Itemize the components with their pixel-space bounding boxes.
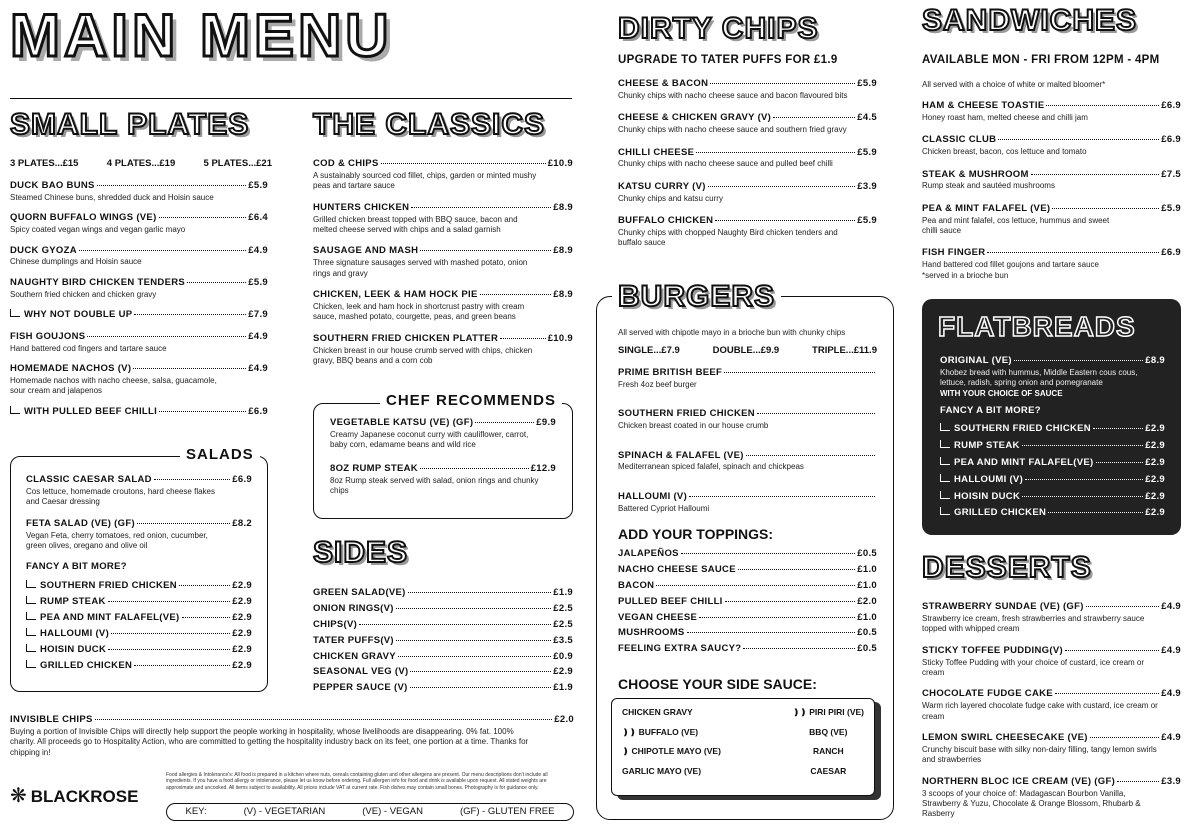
dirty-chips-item: CHILLI CHEESE £5.9 Chunky chips with nacho cheese sauce and pulled beef chilli xyxy=(618,146,877,169)
salad-item: FETA SALAD (VE) (GF) £8.2 Vegan Feta, cherry tomatoes, red onion, cucumber, green olives, oregano and olive oil xyxy=(26,517,252,550)
topping-item: VEGAN CHEESE £1.0 xyxy=(618,611,877,623)
small-plate-item: WHY NOT DOUBLE UP £7.9 xyxy=(10,309,268,321)
classic-item: COD & CHIPS £10.9 A sustainably sourced cod fillet, chips, garden or minted mushy peas and tartare sauce xyxy=(313,158,573,191)
small-plate-item: DUCK BAO BUNS £5.9 Steamed Chinese buns, shredded duck and Hoisin sauce xyxy=(10,180,268,202)
indent-icon xyxy=(940,507,950,515)
chilli-icon: ❫ xyxy=(622,746,632,757)
topping-item: JALAPEÑOS £0.5 xyxy=(618,548,877,559)
allergen-notice: Food allergies & Intolerance's: All food is prepared in a kitchen where nuts, cereals containing gluten and other allergens are present. Our menu descriptions don't include all ingredients. If you have a food allergy or intolerance, please let us know before ordering. Full allergen info for food and drink is available upon request. All stated weights are approximate and uncooked. All items subject to availability. All prices include VAT at current rate. Fish dishes may contain small bones. Photography is for guidance only. xyxy=(166,772,548,791)
chef-title: CHEF RECOMMENDS xyxy=(380,392,562,411)
salad-addon: SOUTHERN FRIED CHICKEN £2.9 xyxy=(26,580,252,592)
desserts-list xyxy=(922,601,1181,830)
side-item: CHICKEN GRAVY £0.9 xyxy=(313,650,573,662)
brand-logo: ❋ BLACKROSE xyxy=(10,785,139,807)
indent-icon xyxy=(940,423,950,431)
flatbread-addon: RUMP STEAK £2.9 xyxy=(940,440,1165,452)
indent-icon xyxy=(940,457,950,465)
flatbread-addon: GRILLED CHICKEN £2.9 xyxy=(940,507,1165,519)
sandwich-item: HAM & CHEESE TOASTIE £6.9 Honey roast ham, melted cheese and chilli jam xyxy=(922,100,1181,122)
indent-icon xyxy=(26,580,36,588)
burger-item: SPINACH & FALAFEL (VE) Mediterranean spiced falafel, spinach and chickpeas xyxy=(618,450,877,473)
sandwich-note: All served with a choice of white or malted bloomer* xyxy=(922,80,1106,89)
flatbread-addon: HOISIN DUCK £2.9 xyxy=(940,491,1165,503)
burger-item: PRIME BRITISH BEEF Fresh 4oz beef burger xyxy=(618,367,877,390)
sides-list xyxy=(313,587,573,698)
small-plate-item: QUORN BUFFALO WINGS (VE) £6.4 Spicy coated vegan wings and vegan garlic mayo xyxy=(10,212,268,235)
sauce-box xyxy=(611,698,875,796)
dessert-item: STICKY TOFFEE PUDDING(V) £4.9 Sticky Toffee Pudding with your choice of custard, ice cream or cream xyxy=(922,644,1181,677)
dessert-item: STRAWBERRY SUNDAE (VE) (GF) £4.9 Strawberry ice cream, fresh strawberries and strawberry sauce topped with whipped cream xyxy=(922,601,1181,634)
dirty-chips-title: DIRTY CHIPS xyxy=(618,12,819,45)
sauce-option: BBQ (VE) xyxy=(809,726,848,737)
classics-list xyxy=(313,158,573,376)
salad-addon: HOISIN DUCK £2.9 xyxy=(26,644,252,656)
side-item: SEASONAL VEG (V) £2.9 xyxy=(313,666,573,678)
salad-addon: HALLOUMI (V) £2.9 xyxy=(26,628,252,640)
flatbread-addon: SOUTHERN FRIED CHICKEN £2.9 xyxy=(940,423,1165,435)
side-item: CHIPS(V) £2.5 xyxy=(313,618,573,630)
side-item: GREEN SALAD(VE) £1.9 xyxy=(313,587,573,598)
indent-icon xyxy=(10,309,20,317)
sides-title: SIDES xyxy=(313,536,409,569)
indent-icon xyxy=(26,644,36,652)
topping-item: MUSHROOMS £0.5 xyxy=(618,627,877,639)
salad-extra-label: FANCY A BIT MORE? xyxy=(26,561,127,573)
chilli-icon: ❫❫ xyxy=(792,707,810,717)
salad-addon: GRILLED CHICKEN £2.9 xyxy=(26,660,252,672)
burger-item: SOUTHERN FRIED CHICKEN Chicken breast coated in our house crumb xyxy=(618,408,877,431)
salad-addon: PEA AND MINT FALAFEL(VE) £2.9 xyxy=(26,612,252,624)
topping-item: BACON £1.0 xyxy=(618,579,877,591)
flatbread-addon: HALLOUMI (V) £2.9 xyxy=(940,474,1165,486)
topping-item: FEELING EXTRA SAUCY? £0.5 xyxy=(618,643,877,655)
flatbreads-title: FLATBREADS xyxy=(938,311,1136,342)
salad-addon: RUMP STEAK £2.9 xyxy=(26,596,252,608)
indent-icon xyxy=(940,440,950,448)
salad-item: CLASSIC CAESAR SALAD £6.9 Cos lettuce, homemade croutons, hard cheese flakes and Caesar dressing xyxy=(26,474,252,507)
sandwich-item: PEA & MINT FALAFEL (VE) £5.9 Pea and mint falafel, cos lettuce, hummus and sweet chilli sauce xyxy=(922,202,1181,236)
classic-item: CHICKEN, LEEK & HAM HOCK PIE £8.9 Chicken, leek and ham hock in shortcrust pastry with cream sauce, mashed potato, courgette, peas, and green beans xyxy=(313,288,573,322)
indent-icon xyxy=(26,660,36,668)
flatbread-addon: PEA AND MINT FALAFEL(VE) £2.9 xyxy=(940,457,1165,469)
desserts-title: DESSERTS xyxy=(922,551,1092,584)
plates-offer: 3 PLATES...£15 4 PLATES...£19 5 PLATES...£21 xyxy=(10,158,272,169)
indent-icon xyxy=(26,628,36,636)
side-item: ONION RINGS(V) £2.5 xyxy=(313,602,573,614)
classic-item: HUNTERS CHICKEN £8.9 Grilled chicken breast topped with BBQ sauce, bacon and melted cheese served with chips and a salad garnish xyxy=(313,201,573,234)
dirty-chips-item: KATSU CURRY (V) £3.9 Chunky chips and katsu curry xyxy=(618,180,877,203)
sauce-option: GARLIC MAYO (VE) xyxy=(622,765,702,776)
sauce-option: BUFFALO (VE) xyxy=(638,726,699,737)
burger-item: HALLOUMI (V) Battered Cypriot Halloumi xyxy=(618,491,877,514)
indent-icon xyxy=(10,406,20,414)
sauce-option: CAESAR xyxy=(810,765,847,776)
flatbread-original: ORIGINAL (VE) £8.9 Khobez bread with hummus, Middle Eastern cous cous, lettuce, radish, spring onion and pomegranate WITH YOUR CHOICE OF SAUCE FANCY A BIT MORE? xyxy=(940,355,1165,416)
sandwiches-list xyxy=(922,100,1181,292)
side-item: TATER PUFFS(V) £3.5 xyxy=(313,634,573,646)
sauce-title: CHOOSE YOUR SIDE SAUCE: xyxy=(618,676,817,692)
toppings-title: ADD YOUR TOPPINGS: xyxy=(618,526,774,542)
topping-item: PULLED BEEF CHILLI £2.0 xyxy=(618,595,877,607)
dessert-item: LEMON SWIRL CHEESECAKE (VE) £4.9 Crunchy biscuit base with silky non-dairy filling, tangy lemon swirls and strawberries xyxy=(922,731,1181,765)
indent-icon xyxy=(26,596,36,604)
sandwich-availability: AVAILABLE MON - FRI FROM 12PM - 4PM xyxy=(922,54,1160,66)
classic-item: SAUSAGE AND MASH £8.9 Three signature sausages served with mashed potato, onion rings and gravy xyxy=(313,245,573,278)
sandwich-item: STEAK & MUSHROOM £7.5 Rump steak and sautéed mushrooms xyxy=(922,168,1181,191)
small-plates-list xyxy=(10,180,268,428)
side-item: PEPPER SAUCE (V) £1.9 xyxy=(313,682,573,694)
flatbread-addons xyxy=(940,423,1165,524)
small-plate-item: DUCK GYOZA £4.9 Chinese dumplings and Hoisin sauce xyxy=(10,244,268,267)
salads-list xyxy=(26,474,252,675)
main-menu-title: MAIN MENU xyxy=(10,2,393,69)
small-plate-item: FISH GOUJONS £4.9 Hand battered cod fingers and tartare sauce xyxy=(10,330,268,353)
upgrade-note: UPGRADE TO TATER PUFFS FOR £1.9 xyxy=(618,54,838,66)
dirty-chips-item: CHEESE & CHICKEN GRAVY (V) £4.5 Chunky chips with nacho cheese sauce and southern fried gravy xyxy=(618,112,877,135)
invisible-chips: INVISIBLE CHIPS £2.0 Buying a portion of Invisible Chips will directly help support the people working in hospitality, whose livelihoods are disappearing. 0% fat. 100% charity. All proceeds go to Hospitality Action, who are committed to getting the hospitality industry back on its feet, one portion at a time. Thanks for chipping in! xyxy=(10,714,574,757)
toppings-list xyxy=(618,548,877,659)
burgers-list xyxy=(618,367,877,532)
sandwiches-title: SANDWICHES xyxy=(922,4,1138,37)
classics-title: THE CLASSICS xyxy=(313,108,546,141)
topping-item: NACHO CHEESE SAUCE £1.0 xyxy=(618,563,877,575)
indent-icon xyxy=(940,474,950,482)
divider xyxy=(10,98,572,99)
classic-item: SOUTHERN FRIED CHICKEN PLATTER £10.9 Chicken breast in our house crumb served with chips, chicken gravy, BBQ beans and a corn cob xyxy=(313,332,573,365)
small-plate-item: HOMEMADE NACHOS (V) £4.9 Homemade nachos with nacho cheese, salsa, guacamole, sour cream and jalapenos xyxy=(10,363,268,396)
indent-icon xyxy=(26,612,36,620)
dirty-chips-item: CHEESE & BACON £5.9 Chunky chips with nacho cheese sauce and bacon flavoured bits xyxy=(618,78,877,100)
small-plate-item: NAUGHTY BIRD CHICKEN TENDERS £5.9 Southern fried chicken and chicken gravy xyxy=(10,276,268,299)
chef-list xyxy=(330,417,556,508)
chef-item: 8OZ RUMP STEAK £12.9 8oz Rump steak served with salad, onion rings and chunky chips xyxy=(330,462,556,495)
burgers-title: BURGERS xyxy=(612,282,781,312)
indent-icon xyxy=(940,491,950,499)
sauce-option: RANCH xyxy=(812,746,844,757)
sauce-option: CHICKEN GRAVY xyxy=(622,707,693,717)
small-plate-item: WITH PULLED BEEF CHILLI £6.9 xyxy=(10,406,268,418)
small-plates-title: SMALL PLATES xyxy=(10,108,250,141)
sandwich-item: FISH FINGER £6.9 Hand battered cod fillet goujons and tartare sauce *served in a brioche bun xyxy=(922,247,1181,280)
chef-item: VEGETABLE KATSU (VE) (GF) £9.9 Creamy Japanese coconut curry with cauliflower, carrot, baby corn, edamame beans and wild rice xyxy=(330,417,556,450)
chilli-icon: ❫❫ xyxy=(622,726,639,737)
dessert-item: CHOCOLATE FUDGE CAKE £4.9 Warm rich layered chocolate fudge cake with custard, ice cream or cream xyxy=(922,688,1181,721)
dirty-chips-item: BUFFALO CHICKEN £5.9 Chunky chips with chopped Naughty Bird chicken tenders and buffalo sauce xyxy=(618,215,877,248)
sandwich-item: CLASSIC CLUB £6.9 Chicken breast, bacon, cos lettuce and tomato xyxy=(922,134,1181,157)
sauce-option: CHIPOTLE MAYO (VE) xyxy=(631,746,721,757)
burger-sizes: SINGLE...£7.9 DOUBLE...£9.9 TRIPLE...£11.9 xyxy=(618,345,877,356)
burgers-intro: All served with chipotle mayo in a brioche bun with chunky chips xyxy=(618,328,846,337)
sauce-option: PIRI PIRI (VE) xyxy=(809,707,864,717)
salads-title: SALADS xyxy=(180,446,260,465)
key-box: KEY: (V) - VEGETARIAN (VE) - VEGAN (GF) - GLUTEN FREE xyxy=(166,803,574,821)
rose-icon: ❋ xyxy=(10,785,27,807)
dessert-item: NORTHERN BLOC ICE CREAM (VE) (GF) £3.9 3 scoops of your choice of: Madagascan Bourbon Vanilla, Strawberry & Yuzu, Chocolate & Orange Blossom, Rhubarb & Rasberry xyxy=(922,775,1181,819)
dirty-chips-list xyxy=(618,78,877,260)
